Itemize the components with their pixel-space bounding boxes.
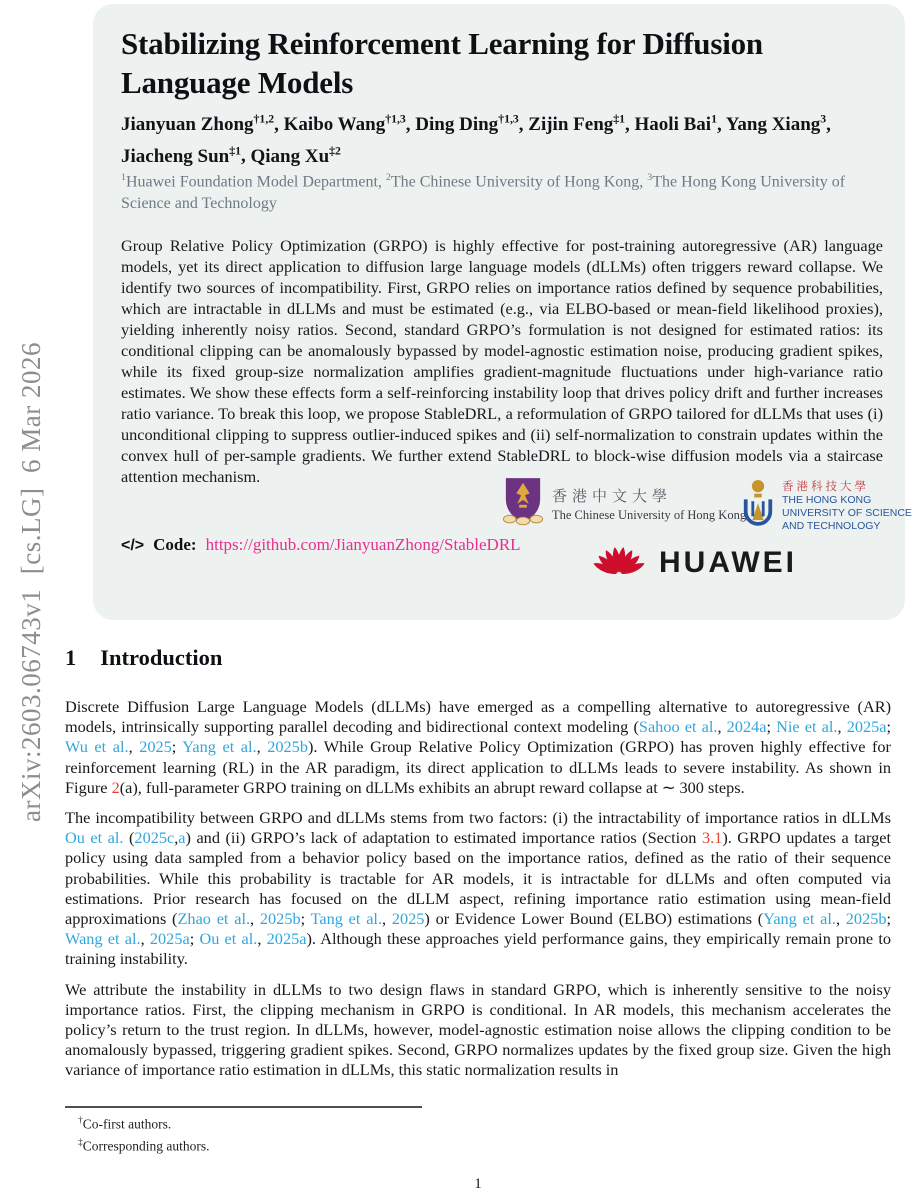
page-number: 1 xyxy=(474,1176,482,1192)
paragraph-text: ). GRPO updates a target policy using data sampled from a behavior policy based on the importance ratios, defined as the ratio of their sequence probabilities. While this probability is tractable for AR models, it is intractable for dLLMs and often computed via estimations. Prior research has focused on the dLLM aspect, refining importance ratio estimation using mean-field approximations ( xyxy=(65,828,891,929)
citation-link[interactable]: 2025b xyxy=(845,909,887,929)
body-paragraph xyxy=(65,980,891,1081)
cuhk-logo-text xyxy=(552,485,746,523)
paragraph-text: ; xyxy=(766,717,777,737)
citation-link[interactable]: Tang et al. xyxy=(310,909,383,929)
section-heading xyxy=(65,645,891,671)
paragraph-text: Discrete Diffusion Large Language Models (dLLMs) have emerged as a compelling alternative to autoregressive (AR) models, intrinsically supporting parallel decoding and bidirectional context modeling ( xyxy=(65,697,891,737)
paragraph-text: ) or Evidence Lower Bound (ELBO) estimations ( xyxy=(424,909,764,929)
author-name: Kaibo Wang$^{\dagger 1,3}$ xyxy=(283,113,406,136)
paragraph-text: ). While Group Relative Policy Optimization (GRPO) has proven highly effective for reinforcement learning (RL) in the AR paradigm, its direct application to dLLMs leads to severe instability. As shown in Figure xyxy=(65,737,891,797)
citation-link[interactable]: 2025c xyxy=(134,828,175,848)
hkust-logo-text xyxy=(782,478,912,533)
cuhk-shield-icon xyxy=(503,476,543,531)
huawei-logo xyxy=(591,538,797,587)
author-name: Ding Ding$^{\dagger 1,3}$ xyxy=(415,113,519,136)
paragraph-text: , xyxy=(837,717,847,737)
citation-link[interactable]: Wang et al. xyxy=(65,929,141,949)
huawei-flower-icon xyxy=(591,538,647,587)
section-title: Introduction xyxy=(100,645,223,670)
paper-title: Stabilizing Reinforcement Learning for Diffusion Language Models xyxy=(121,26,763,100)
paragraph-text: The incompatibility between GRPO and dLLMs stems from two factors: (i) the intractability of importance ratios in dLLMs xyxy=(65,808,891,828)
paragraph-text: , xyxy=(256,737,268,757)
hkust-logo xyxy=(741,478,912,537)
code-icon: </> xyxy=(121,537,145,554)
author-name: Qiang Xu$^{\ddagger 2}$ xyxy=(250,144,341,167)
footnote-rule xyxy=(65,1106,422,1108)
paragraph-text: , xyxy=(835,909,846,929)
paragraph-text: ; xyxy=(886,717,892,737)
paragraph-text: We attribute the instability in dLLMs to two design flaws in standard GRPO, which is inherently sensitive to the noisy importance ratios. First, the clipping mechanism in GRPO is conditional. In AR models, this mechanism accelerates the policy’s return to the trust region. In dLLMs, however, model-agnostic estimation noise allows the clipping condition to be anomalously bypassed, triggering gradient spikes. Second, GRPO normalizes updates by the fixed group size. Given the high variance of importance ratio estimation in dLLMs, this static normalization results in xyxy=(65,979,891,1080)
citation-link[interactable]: 2025b xyxy=(267,737,308,757)
paragraph-text: ) and (ii) GRPO’s lack of adaptation to estimated importance ratios (Section xyxy=(185,828,702,848)
body-paragraph xyxy=(65,808,891,970)
footnotes xyxy=(78,1112,209,1155)
paragraph-text: ). Although these approaches yield performance gains, they empirically remain prone to training instability. xyxy=(65,929,892,969)
paragraph-text: ( xyxy=(123,828,135,848)
code-link-row xyxy=(121,535,521,555)
cuhk-logo xyxy=(503,476,746,531)
citation-link[interactable]: 2024a xyxy=(726,717,767,737)
paragraph-text: ; xyxy=(300,909,311,929)
author-name: Jiacheng Sun$^{\ddagger 1}$ xyxy=(121,144,241,167)
hkust-english-name: THE HONG KONG UNIVERSITY OF SCIENCE AND TECHNOLOGY xyxy=(782,494,912,532)
main-column xyxy=(65,645,891,1091)
author-name: Haoli Bai$^1$ xyxy=(634,113,717,136)
paragraph-text: , xyxy=(250,909,260,929)
cuhk-english-name: The Chinese University of Hong Kong xyxy=(552,507,747,522)
affiliation-text: The Chinese University of Hong Kong, xyxy=(390,173,648,191)
cuhk-chinese-name: 香港中文大學 xyxy=(552,488,673,505)
affiliation-text: The Hong Kong University of Science and Technology xyxy=(121,173,846,213)
citation-link[interactable]: 2025a xyxy=(149,929,190,949)
author-name: Zijin Feng$^{\ddagger 1}$ xyxy=(528,113,626,136)
paragraphs xyxy=(65,697,891,1081)
citation-link[interactable]: a xyxy=(178,828,186,848)
citation-link[interactable]: 2025a xyxy=(266,929,307,949)
citation-link[interactable]: Ou et al. xyxy=(65,828,124,848)
citation-link[interactable]: Zhao et al. xyxy=(177,909,251,929)
paragraph-text: , xyxy=(140,929,150,949)
author-name: Yang Xiang$^3$ xyxy=(725,113,827,136)
footnote: †Co-first authors. xyxy=(78,1116,172,1132)
paragraph-text: , xyxy=(128,737,140,757)
paragraph-text: ; xyxy=(886,909,892,929)
citation-link[interactable]: 2025b xyxy=(259,909,301,929)
header-card xyxy=(93,4,912,620)
citation-link[interactable]: 2025 xyxy=(139,737,172,757)
hkust-chinese-name: 香港科技大學 xyxy=(782,481,869,493)
huawei-wordmark: HUAWEI xyxy=(659,545,797,579)
code-label: Code: xyxy=(153,535,197,554)
body-paragraph xyxy=(65,697,891,798)
citation-link[interactable]: 2025 xyxy=(391,909,425,929)
paragraph-text: ; xyxy=(189,929,200,949)
paragraph-text: , xyxy=(174,828,179,848)
citation-link[interactable]: Ou et al. xyxy=(199,929,258,949)
section-number: 1 xyxy=(65,645,77,670)
citation-link[interactable]: Nie et al. xyxy=(776,717,838,737)
code-url-link[interactable]: https://github.com/JianyuanZhong/StableDRL xyxy=(205,535,521,554)
citation-link[interactable]: Yang et al. xyxy=(763,909,836,929)
affiliation-text: Huawei Foundation Model Department, xyxy=(125,173,386,191)
footnote: ‡Corresponding authors. xyxy=(78,1137,210,1153)
hkust-emblem-icon xyxy=(741,478,775,537)
cross-reference-link[interactable]: 3.1 xyxy=(701,828,723,848)
paragraph-text: ; xyxy=(171,737,183,757)
citation-link[interactable]: Sahoo et al. xyxy=(638,717,718,737)
author-name: Jianyuan Zhong$^{\dagger 1,2}$ xyxy=(121,113,275,136)
citation-link[interactable]: 2025a xyxy=(846,717,887,737)
cross-reference-link[interactable]: 2 xyxy=(111,777,120,797)
paragraph-text: , xyxy=(257,929,267,949)
abstract-text: Group Relative Policy Optimization (GRPO) is highly effective for post-training autoregressive (AR) language models, yet its direct application to diffusion large language models (dLLMs) often triggers reward collapse. We identify two sources of incompatibility. First, GRPO relies on importance ratios defined by sequence probabilities, which are intractable in dLLMs and must be estimated (e.g., via ELBO-based or mean-field likelihood proxies), yielding inherently noisy ratios. Second, standard GRPO’s formulation is not designed for estimated ratios: its conditional clipping can be anomalously bypassed by model-agnostic estimation noise, producing gradient spikes, while its fixed group-size normalization amplifies gradient-magnitude fluctuations under high-variance ratio estimates. We show these effects form a self-reinforcing instability loop that drives policy drift and further increases ratio variance. To break this loop, we propose StableDRL, a reformulation of GRPO tailored for dLLMs that uses (i) unconditional clipping to suppress outlier-induced spikes and (ii) self-normalization to constrain updates within the convex hull of per-sample gradients. We further extend StableDRL to block-wise diffusion models via a staircase attention mechanism. xyxy=(121,236,883,486)
arxiv-stamp: arXiv:2603.06743v1 [cs.LG] 6 Mar 2026 xyxy=(16,342,46,822)
affiliation-list: $^1$Huawei Foundation Model Department, $^2$The Chinese University of Hong Kong, $^3$The Hong Kong University of Science and Technology xyxy=(121,172,846,213)
citation-link[interactable]: Wu et al. xyxy=(65,737,129,757)
paragraph-text: (a), full-parameter GRPO training on dLLMs exhibits an abrupt reward collapse at ∼ 300 steps. xyxy=(119,777,745,797)
paragraph-text: , xyxy=(382,909,392,929)
author-list: Jianyuan Zhong$^{\dagger 1,2}$, Kaibo Wang$^{\dagger 1,3}$, Ding Ding$^{\dagger 1,3}$, Zijin Feng$^{\ddagger 1}$, Haoli Bai$^1$, Yang Xiang$^3$, Jiacheng Sun$^{\ddagger 1}$, Qiang Xu$^{\ddagger 2}$ xyxy=(121,113,831,167)
citation-link[interactable]: Yang et al. xyxy=(182,737,257,757)
paragraph-text: , xyxy=(717,717,727,737)
